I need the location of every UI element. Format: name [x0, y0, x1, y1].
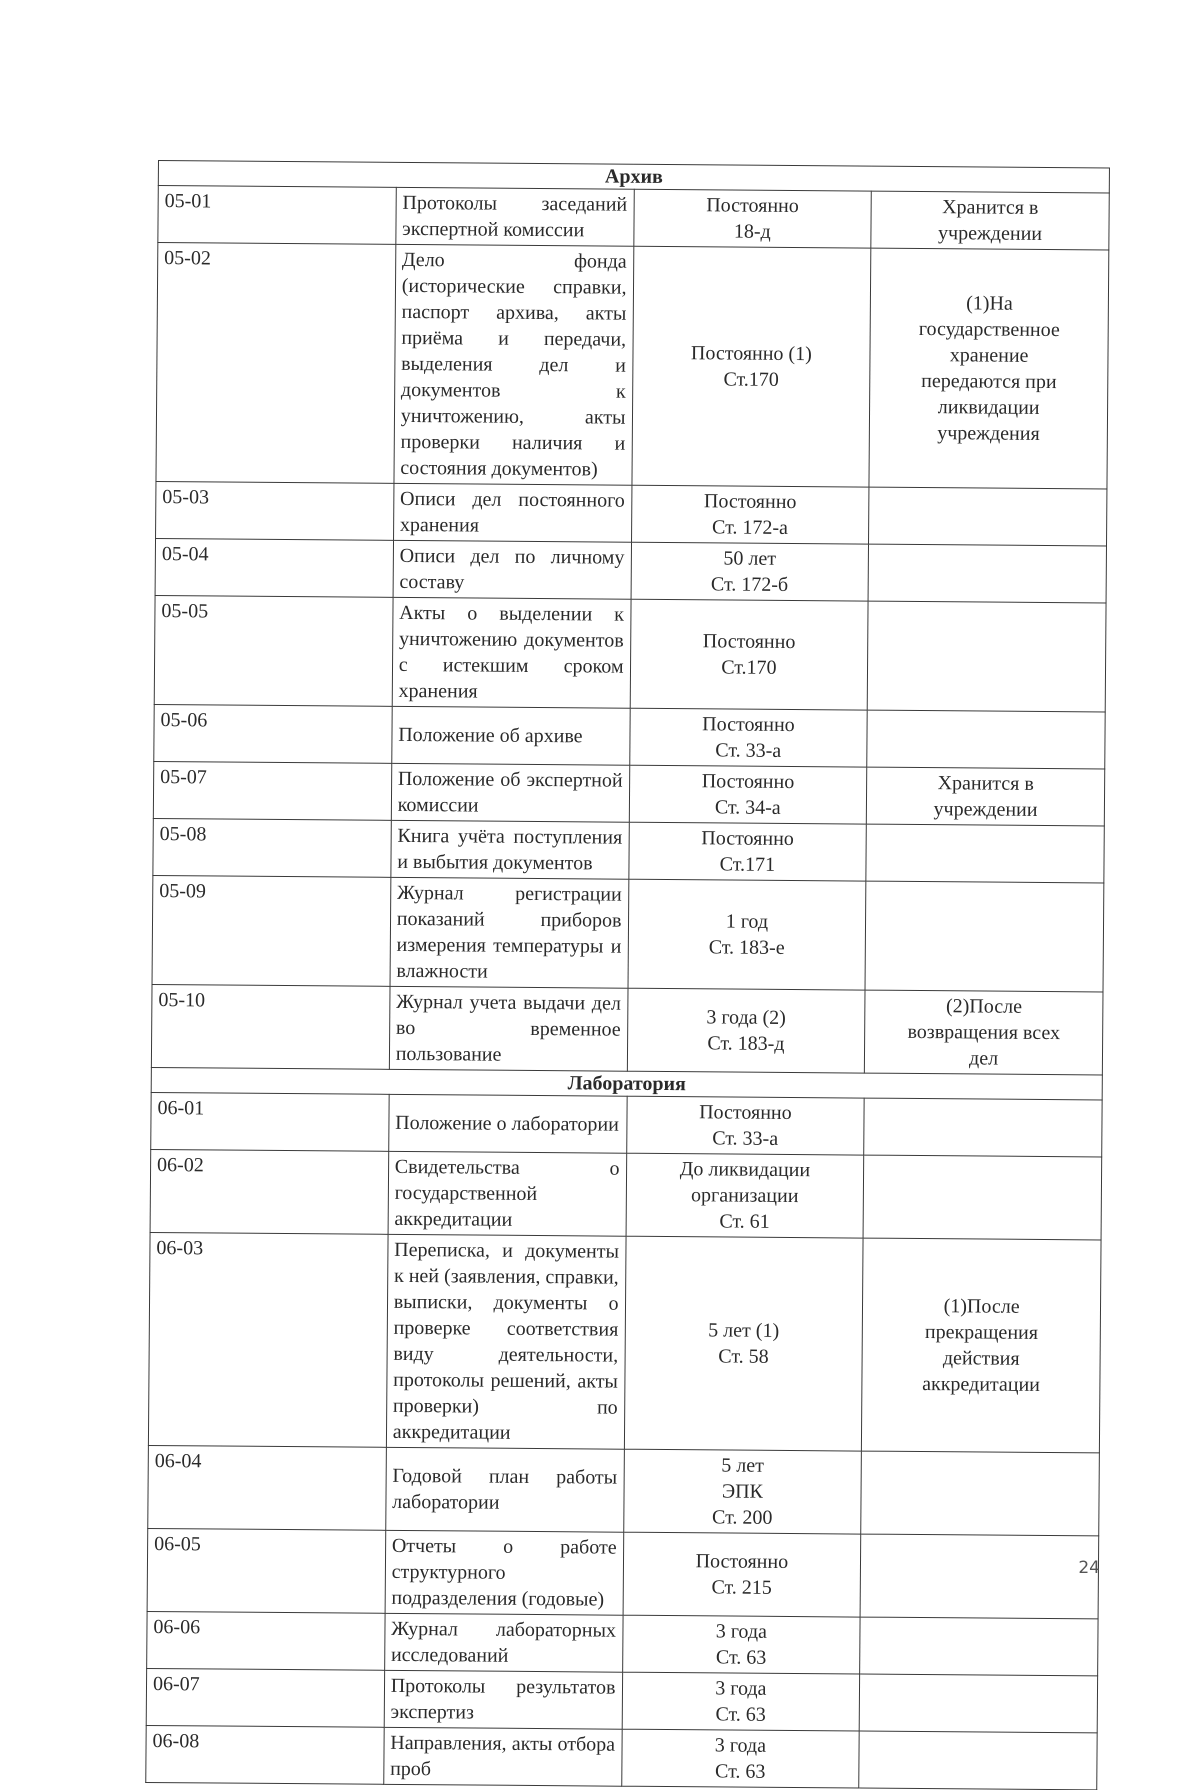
- record-note: [871, 191, 1109, 250]
- table-row: [147, 1611, 1098, 1675]
- record-code: 06-01: [151, 1092, 389, 1151]
- retention-term: [631, 542, 869, 601]
- record-note-line: прекращения: [924, 1321, 1039, 1344]
- retention-term: [622, 1615, 860, 1674]
- retention-term-line: 3 года (2): [706, 1006, 786, 1029]
- table-row: [156, 243, 1109, 489]
- record-note: [868, 544, 1106, 603]
- record-note: [867, 767, 1105, 826]
- retention-term: [624, 1236, 863, 1451]
- record-code: 05-07: [153, 761, 391, 820]
- record-note-line: передаются при: [921, 370, 1057, 394]
- retention-term: [628, 822, 866, 881]
- record-note: [869, 487, 1107, 546]
- record-title: Протоколы результатов экспертиз: [384, 1670, 622, 1729]
- record-note-line: действия: [942, 1347, 1020, 1370]
- retention-term-line: Постоянно: [702, 713, 795, 737]
- record-title: Положение о лаборатории: [388, 1094, 626, 1153]
- retention-term: [627, 988, 865, 1073]
- retention-term-line: Ст.170: [723, 368, 779, 391]
- record-note-line: (1)На: [966, 292, 1013, 315]
- record-code: 06-03: [148, 1232, 387, 1447]
- record-note-line: (2)После: [945, 995, 1023, 1018]
- retention-term-line: Постоянно (1): [690, 342, 812, 366]
- retention-term-line: Постоянно: [699, 1101, 792, 1125]
- record-note-line: Хранится в: [937, 772, 1034, 795]
- retention-term-line: Ст. 58: [718, 1345, 769, 1368]
- retention-term: [631, 485, 869, 544]
- table-row: [150, 1149, 1102, 1239]
- retention-term-line: Ст. 200: [711, 1506, 773, 1529]
- table-row: [147, 1528, 1099, 1618]
- record-note-line: (1)После: [943, 1295, 1020, 1318]
- retention-term-line: Ст. 63: [715, 1703, 766, 1726]
- retention-term-line: 5 лет (1): [708, 1319, 780, 1342]
- record-code: 05-01: [158, 186, 396, 245]
- retention-term-line: До ликвидации: [679, 1158, 811, 1182]
- table-row: [148, 1445, 1100, 1535]
- retention-term-line: 1 год: [725, 910, 769, 933]
- record-title: Положение об архиве: [392, 706, 630, 765]
- table-row: [146, 1668, 1097, 1732]
- record-note-line: возвращения всех: [907, 1020, 1061, 1045]
- retention-term-line: Ст. 172-б: [710, 573, 789, 596]
- record-code: 05-09: [152, 875, 391, 986]
- retention-term-line: Ст. 63: [714, 1760, 766, 1783]
- record-note: [866, 824, 1104, 883]
- retention-term-line: 3 года: [715, 1620, 768, 1643]
- record-code: 06-04: [148, 1445, 386, 1530]
- record-title: Дело фонда (исторические справки, паспорт архива, акты приёма и передачи, выделения дел и документов к уничтожению, акты проверки наличия и состояния документов): [394, 244, 634, 485]
- retention-term-line: Ст. 61: [719, 1210, 770, 1233]
- record-note: [861, 1451, 1099, 1536]
- record-title: Свидетельства о государственной аккредитации: [388, 1151, 626, 1236]
- record-note-line: аккредитации: [922, 1373, 1041, 1396]
- retention-term: [630, 599, 869, 710]
- retention-term: [629, 765, 867, 824]
- section-title: Архив: [158, 161, 1109, 193]
- retention-term-line: Ст. 33-а: [715, 739, 782, 762]
- record-code: 06-05: [147, 1528, 385, 1613]
- record-note: [869, 248, 1109, 489]
- retention-term-line: Ст.171: [719, 853, 776, 876]
- retention-term: [628, 879, 867, 990]
- retention-term: [629, 708, 867, 767]
- table-body: [146, 161, 1110, 1790]
- retention-term-line: Ст. 183-д: [707, 1032, 785, 1055]
- retention-term-line: Ст. 34-а: [714, 796, 781, 819]
- record-note: [867, 601, 1106, 712]
- table-row: [155, 538, 1106, 602]
- retention-term-line: Ст. 33-а: [712, 1127, 779, 1150]
- record-note-line: дел: [968, 1047, 999, 1070]
- retention-term-line: организации: [690, 1184, 799, 1208]
- record-title: Книга учёта поступления и выбытия документов: [391, 820, 629, 879]
- record-note-line: Хранится в: [942, 196, 1039, 219]
- record-note-line: учреждении: [938, 222, 1043, 245]
- record-code: 05-03: [156, 481, 394, 540]
- page-number: 24: [1078, 1558, 1100, 1578]
- record-title: Журнал учета выдачи дел во временное пользование: [389, 986, 627, 1071]
- record-code: 06-06: [147, 1611, 385, 1670]
- retention-term: [626, 1096, 864, 1155]
- retention-term-line: Постоянно: [702, 630, 796, 654]
- record-code: 05-05: [154, 595, 393, 706]
- retention-term-line: Ст. 215: [711, 1576, 772, 1599]
- record-note: [864, 1098, 1102, 1157]
- table-row: [146, 1725, 1097, 1789]
- record-note: [863, 1155, 1101, 1240]
- record-code: 05-06: [154, 704, 392, 763]
- retention-term-line: Постоянно: [703, 490, 797, 514]
- table-row: [158, 186, 1109, 250]
- table-row: [151, 984, 1103, 1074]
- record-title: Описи дел постоянного хранения: [393, 483, 631, 542]
- table-row: [156, 481, 1107, 545]
- record-note: [862, 1238, 1101, 1453]
- retention-term-line: Ст. 183-е: [708, 936, 785, 959]
- record-title: Направления, акты отбора проб: [383, 1727, 621, 1786]
- retention-term: [631, 246, 871, 487]
- record-title: Положение об экспертной комиссии: [391, 763, 629, 822]
- record-note-line: учреждении: [933, 798, 1038, 821]
- records-retention-table: [145, 160, 1110, 1790]
- record-title: Журнал регистрации показаний приборов измерения температуры и влажности: [390, 877, 629, 988]
- record-note-line: учреждения: [937, 422, 1040, 445]
- record-title: Описи дел по личному составу: [393, 540, 631, 599]
- retention-term: [626, 1153, 864, 1238]
- table-row: [148, 1232, 1101, 1452]
- retention-term-line: Постоянно: [695, 1550, 789, 1573]
- record-note: [865, 881, 1104, 992]
- retention-term-line: 3 года: [715, 1677, 767, 1700]
- table-row: [153, 818, 1104, 882]
- table-row: [152, 875, 1104, 991]
- table-row: [153, 761, 1104, 825]
- retention-term-line: Постоянно: [701, 770, 795, 794]
- record-title: Переписка, и документы к ней (заявления, справки, выписки, документы о проверке соответствия виду деятельности, протоколы решений, акты проверки) по аккредитации: [386, 1234, 625, 1449]
- record-note: [859, 1674, 1097, 1733]
- record-note-line: государственное: [918, 317, 1060, 342]
- retention-term: [623, 1449, 861, 1534]
- record-code: 05-10: [151, 984, 389, 1069]
- retention-term-line: Постоянно: [701, 827, 794, 851]
- retention-term-line: Постоянно: [706, 194, 799, 218]
- table-row: [154, 704, 1105, 768]
- record-title: Отчеты о работе структурного подразделения (годовые): [385, 1530, 623, 1615]
- record-title: Журнал лабораторных исследований: [384, 1613, 622, 1672]
- record-title: Акты о выделении к уничтожению документов с истекшим сроком хранения: [392, 597, 631, 708]
- table-row: [151, 1092, 1102, 1156]
- retention-term: [622, 1672, 860, 1731]
- record-note: [859, 1731, 1097, 1790]
- record-note: [867, 710, 1105, 769]
- retention-term-line: 50 лет: [723, 547, 777, 570]
- record-code: 05-04: [155, 538, 393, 597]
- retention-term-line: Ст. 172-а: [711, 516, 789, 539]
- record-note: [860, 1534, 1098, 1619]
- retention-term-line: 3 года: [714, 1734, 767, 1757]
- record-code: 06-07: [146, 1668, 384, 1727]
- record-note-line: ликвидации: [937, 396, 1040, 419]
- retention-term: [623, 1532, 861, 1617]
- record-code: 06-02: [150, 1149, 388, 1234]
- retention-term-line: Ст.170: [721, 656, 777, 679]
- record-code: 05-02: [156, 243, 396, 484]
- retention-term-line: ЭПК: [721, 1480, 764, 1503]
- table-row: [154, 595, 1106, 711]
- retention-term-line: Ст. 63: [715, 1646, 767, 1669]
- record-title: Протоколы заседаний экспертной комиссии: [396, 187, 634, 246]
- record-note: [860, 1617, 1098, 1676]
- record-note: [865, 990, 1103, 1075]
- record-note-line: хранение: [949, 344, 1029, 367]
- record-code: 05-08: [153, 818, 391, 877]
- record-title: Годовой план работы лаборатории: [385, 1447, 623, 1532]
- section-title: Лаборатория: [151, 1067, 1102, 1099]
- record-code: 06-08: [146, 1725, 384, 1784]
- retention-term: [621, 1729, 859, 1788]
- retention-term-line: 18-д: [733, 220, 771, 243]
- retention-term: [633, 189, 871, 248]
- retention-term-line: 5 лет: [721, 1454, 765, 1477]
